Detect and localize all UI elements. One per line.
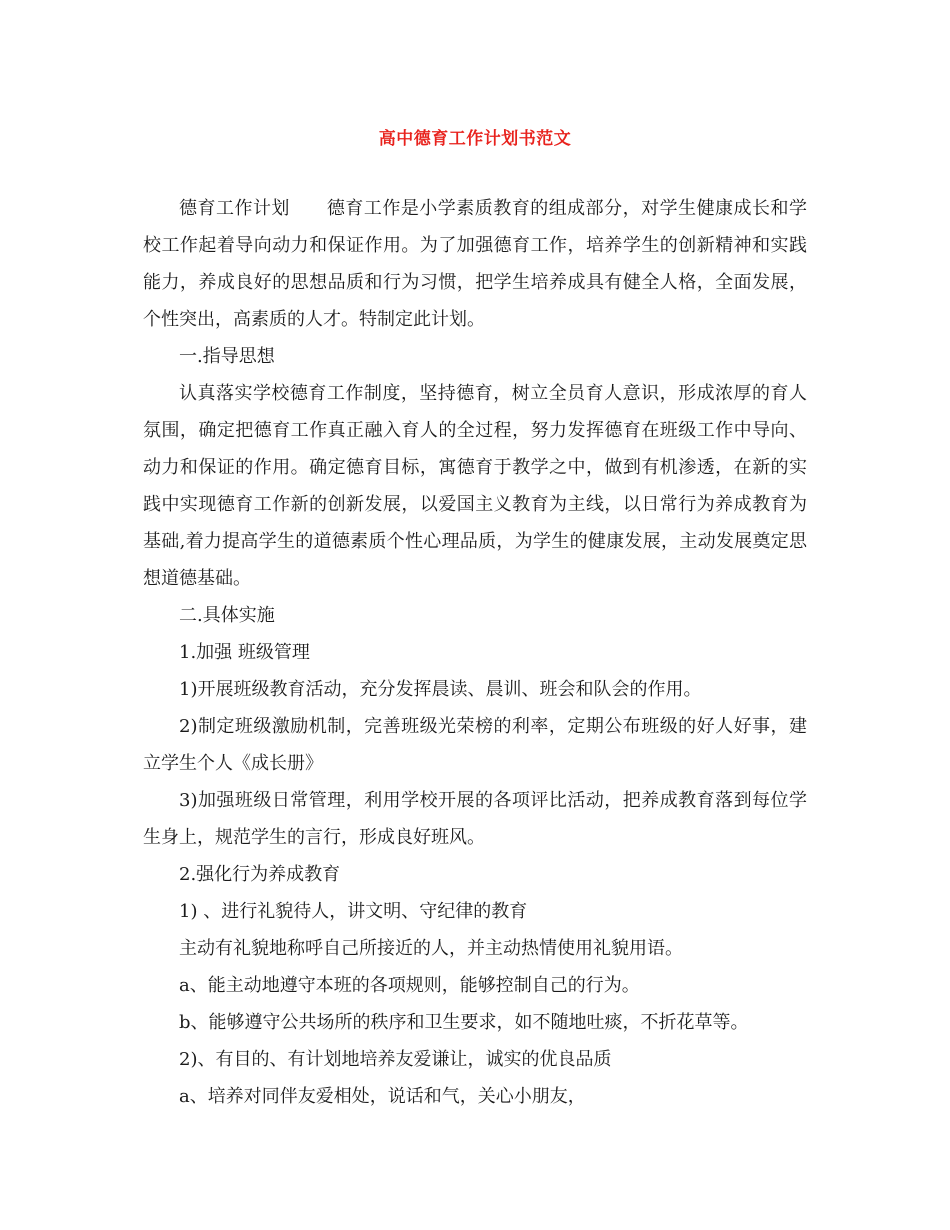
list-item: a、能主动地遵守本班的各项规则，能够控制自己的行为。: [179, 975, 640, 996]
document-body: [143, 190, 807, 1115]
list-item: 1) 、进行礼貌待人，讲文明、守纪律的教育: [179, 901, 528, 922]
subheading-class-management: 1.加强 班级管理: [179, 642, 310, 663]
list-item: a、培养对同伴友爱相处，说话和气，关心小朋友，: [179, 1086, 586, 1107]
document-title: 高中德育工作计划书范文: [378, 129, 572, 149]
list-item: 1)开展班级教育活动，充分发挥晨读、晨训、班会和队会的作用。: [179, 679, 702, 700]
list-item: 3)加强班级日常管理，利用学校开展的各项评比活动，把养成教育落到每位学生身上，规范学生的言行，形成良好班风。: [143, 790, 807, 848]
list-item: 主动有礼貌地称呼自己所接近的人，并主动热情使用礼貌用语。: [179, 938, 683, 959]
list-item: 2)、有目的、有计划地培养友爱谦让，诚实的优良品质: [179, 1049, 612, 1070]
subheading-behavior-education: 2.强化行为养成教育: [179, 864, 341, 885]
list-item: b、能够遵守公共场所的秩序和卫生要求，如不随地吐痰，不折花草等。: [179, 1012, 749, 1033]
list-item: 2)制定班级激励机制，完善班级光荣榜的利率，定期公布班级的好人好事，建立学生个人《成长册》: [143, 716, 807, 774]
paragraph-intro: 德育工作计划 德育工作是小学素质教育的组成部分，对学生健康成长和学校工作起着导向动力和保证作用。为了加强德育工作，培养学生的创新精神和实践能力，养成良好的思想品质和行为习惯，把学生培养成具有健全人格，全面发展，个性突出，高素质的人才。特制定此计划。: [143, 198, 807, 330]
paragraph-guiding-thought: 认真落实学校德育工作制度，坚持德育，树立全员育人意识，形成浓厚的育人氛围，确定把德育工作真正融入育人的全过程，努力发挥德育在班级工作中导向、动力和保证的作用。确定德育目标，寓德育于教学之中，做到有机渗透，在新的实践中实现德育工作新的创新发展，以爱国主义教育为主线，以日常行为养成教育为基础,着力提高学生的道德素质个性心理品质，为学生的健康发展，主动发展奠定思想道德基础。: [143, 383, 807, 589]
section-heading-implementation: 二.具体实施: [179, 605, 275, 626]
section-heading-guiding-thought: 一.指导思想: [179, 346, 275, 367]
